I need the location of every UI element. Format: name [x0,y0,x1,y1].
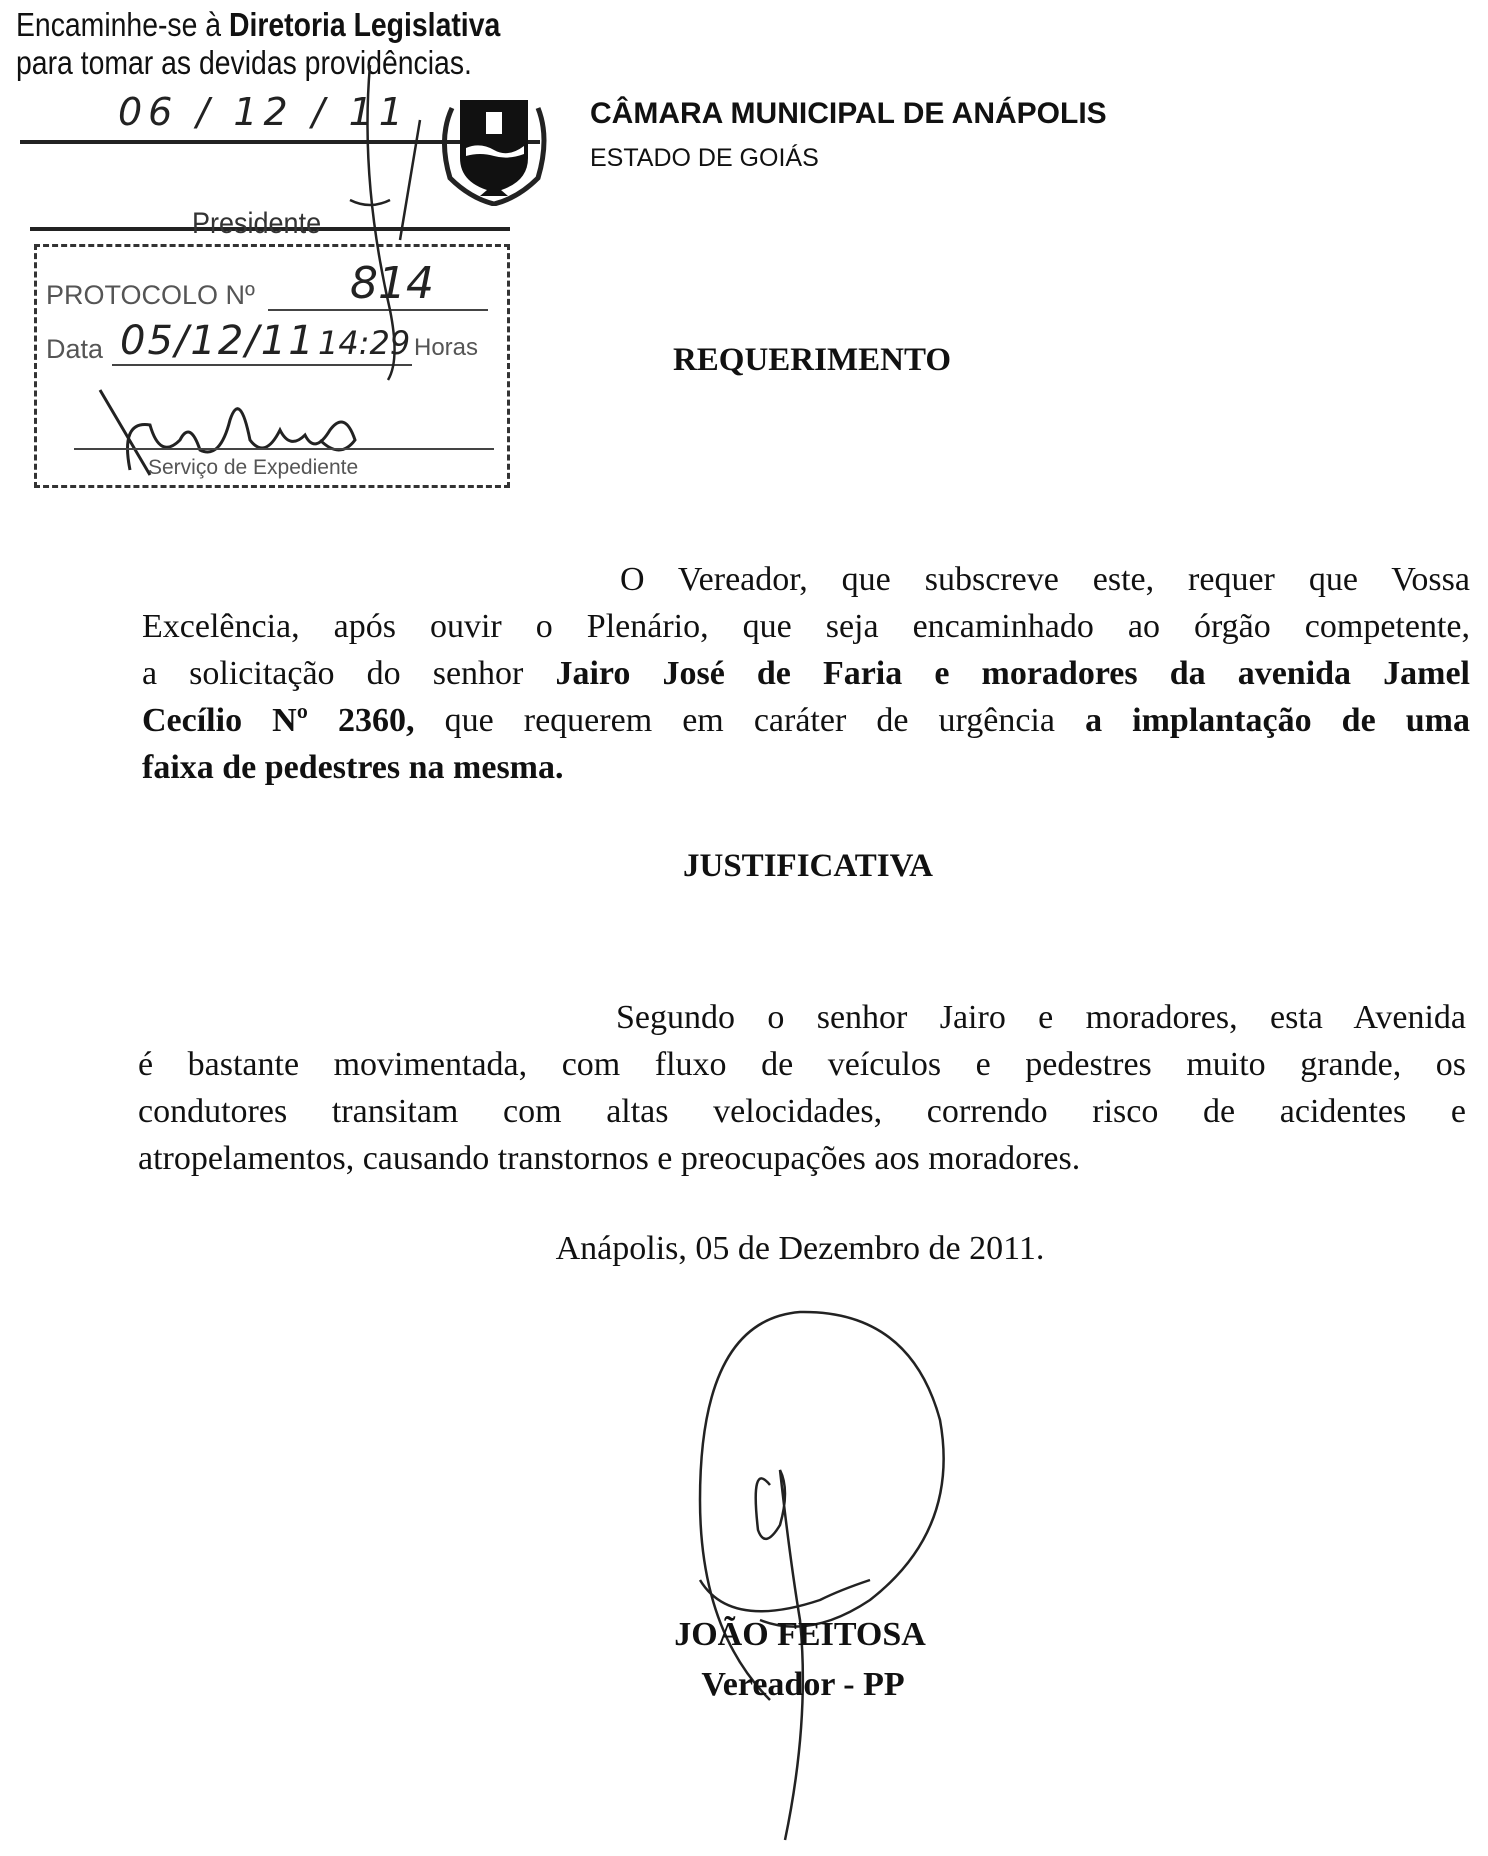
justification-paragraph [138,994,1466,1182]
request-line [142,697,1470,744]
request-line [142,603,1470,650]
dispatch-note-line-1 [16,8,500,41]
emphasized-text: Jairo José de Faria e moradores da avenida Jamel [555,655,1470,692]
protocol-date-value: 05/12/11 [120,318,316,364]
organization-state: ESTADO DE GOIÁS [590,144,819,172]
dispatch-note-department: Diretoria Legislativa [228,6,501,43]
protocol-number-value: 814 [350,258,434,309]
request-paragraph [142,556,1470,791]
protocol-number-label: PROTOCOLO Nº [46,280,255,310]
clerk-signature-line [74,448,494,450]
request-line [142,744,1470,791]
place-and-date: Anápolis, 05 de Dezembro de 2011. [555,1230,1045,1267]
president-label: Presidente [192,207,322,240]
dispatch-note-text: Encaminhe-se à [16,6,229,43]
president-signature-icon [330,60,460,390]
text-segment: que requerem em caráter de urgência [414,702,1086,739]
department-label: Serviço de Expediente [148,456,359,479]
justification-line: atropelamentos, causando transtornos e preocupações aos moradores. [138,1140,1081,1177]
justification-title: JUSTIFICATIVA [682,848,934,884]
emphasized-text: faixa de pedestres na mesma. [142,749,564,786]
request-line [142,556,1470,603]
councilor-signature-icon [640,1300,980,1856]
signatory-role: Vereador - PP [701,1666,905,1703]
handwritten-dispatch-date: 06 / 12 / 11 [118,90,409,134]
text-segment: O Vereador, que subscreve este, requer que Vossa [620,561,1470,598]
emphasized-text: a implantação de uma [1085,702,1470,739]
protocol-time-value: 14:29 [318,324,411,362]
text-segment: a solicitação do senhor [142,655,556,692]
text-segment: Excelência, após ouvir o Plenário, que seja encaminhado ao órgão competente, [142,608,1470,645]
protocol-time-label: Horas [414,334,479,361]
justification-line: é bastante movimentada, com fluxo de veículos e pedestres muito grande, os [138,1046,1466,1083]
protocol-date-label: Data [46,334,104,364]
request-line [142,650,1470,697]
justification-line: Segundo o senhor Jairo e moradores, esta Avenida [616,999,1466,1036]
emphasized-text: Cecílio Nº 2360, [142,702,415,739]
dispatch-note-line-2: para tomar as devidas providências. [16,44,472,81]
document-title: REQUERIMENTO [672,342,952,378]
organization-name: CÂMARA MUNICIPAL DE ANÁPOLIS [590,97,1107,130]
justification-line: condutores transitam com altas velocidades, correndo risco de acidentes e [138,1093,1466,1130]
signatory-name: JOÃO FEITOSA [674,1616,926,1653]
